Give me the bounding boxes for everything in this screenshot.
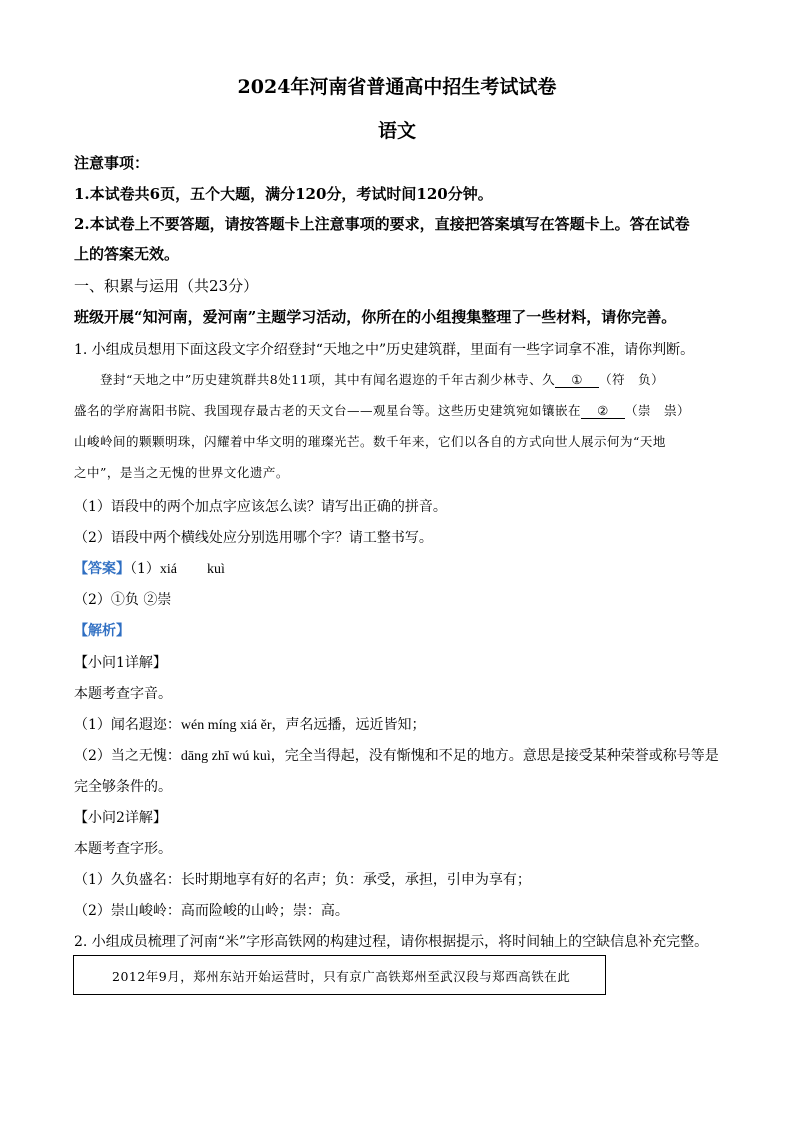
blank-2: ② <box>581 403 625 419</box>
notice-item-2: 2.本试卷上不要答题，请按答题卡上注意事项的要求，直接把答案填写在答题卡上。答在试卷 <box>74 215 690 233</box>
passage-line: 登封“天地之中”历史建筑群共8处11项，其中有闻名遐迩的千年古刹少林寺、久 ① （符 负） <box>100 372 665 387</box>
passage-line: 之中”，是当之无愧的世界文化遗产。 <box>74 465 289 480</box>
part-2-text: 本题考查字形。 <box>74 841 172 857</box>
timeline-box <box>73 955 606 995</box>
passage-line: 盛名的学府嵩阳书院、我国现存最古老的天文台——观星台等。这些历史建筑宛如镶嵌在 ② （崇 祟） <box>74 403 691 418</box>
sub-question-1: （1）语段中的两个加点字应该怎么读？请写出正确的拼音。 <box>74 499 447 515</box>
part-1-label: 【小问1详解】 <box>74 655 167 671</box>
exam-title: 2024年河南省普通高中招生考试试卷 <box>237 76 557 98</box>
question-1-stem: 1. 小组成员想用下面这段文字介绍登封“天地之中”历史建筑群，里面有一些字词拿不准，请你判断。 <box>74 342 695 358</box>
part-1-item-2: （2）当之无愧：dāng zhī wú kuì，完全当得起，没有惭愧和不足的地方。意思是接受某种荣誉或称号等是 <box>74 748 719 764</box>
question-2-stem: 2. 小组成员梳理了河南“米”字形高铁网的构建过程，请你根据提示，将时间轴上的空缺信息补充完整。 <box>74 934 709 950</box>
sub-question-2: （2）语段中两个横线处应分别选用哪个字？请工整书写。 <box>74 530 433 546</box>
answer-label: 【答案】 <box>74 561 130 577</box>
notice-item-2-cont: 上的答案无效。 <box>74 245 180 263</box>
analysis-label: 【解析】 <box>74 623 130 639</box>
answer-line: 【答案】（1）xiá kuì <box>74 561 225 577</box>
answer-line-2: （2）①负 ②崇 <box>74 592 172 608</box>
part-2-item-1: （1）久负盛名：长时期地享有好的名声；负：承受，承担，引申为享有； <box>74 872 531 888</box>
blank-1: ① <box>555 372 599 388</box>
section-heading: 一、积累与运用（共23分） <box>74 277 259 295</box>
activity-intro: 班级开展“知河南，爱河南”主题学习活动，你所在的小组搜集整理了一些材料，请你完善。 <box>74 308 677 326</box>
timeline-box-text: 2012年9月，郑州东站开始运营时，只有京广高铁郑州至武汉段与郑西高铁在此 <box>112 969 571 984</box>
part-1-text: 本题考查字音。 <box>74 686 172 702</box>
part-1-item-2-cont: 完全够条件的。 <box>74 779 172 795</box>
notice-heading: 注意事项： <box>74 154 150 172</box>
notice-item-1: 1.本试卷共6页，五个大题，满分120分，考试时间120分钟。 <box>74 185 493 203</box>
subject-title: 语文 <box>377 120 416 142</box>
part-2-item-2: （2）崇山峻岭：高而险峻的山岭；崇：高。 <box>74 903 349 919</box>
part-1-item-1: （1）闻名遐迩：wén míng xiá ěr，声名远播，远近皆知； <box>74 717 426 733</box>
passage-line: 山峻岭间的颗颗明珠，闪耀着中华文明的璀璨光芒。数千年来，它们以各自的方式向世人展示何为“天地 <box>74 434 666 449</box>
part-2-label: 【小问2详解】 <box>74 810 167 826</box>
